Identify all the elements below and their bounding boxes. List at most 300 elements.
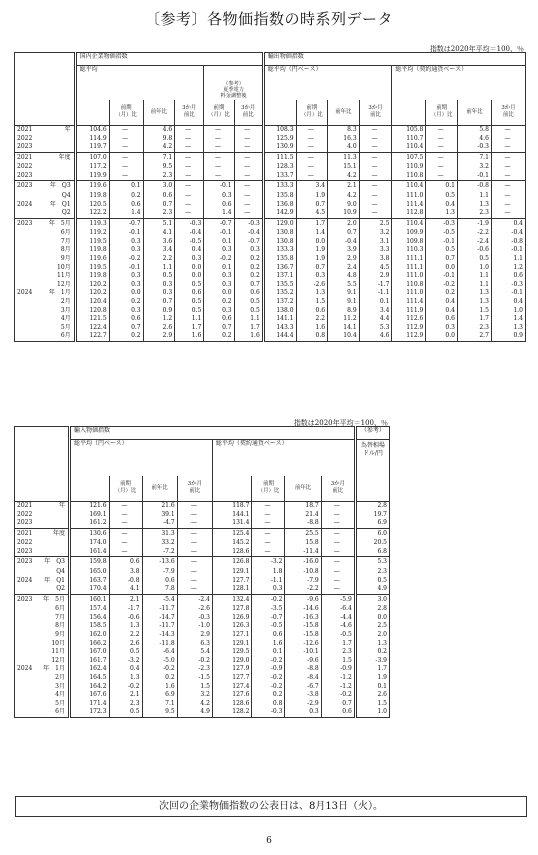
table-cell: — bbox=[252, 548, 285, 557]
table-cell: 1.7 bbox=[321, 640, 355, 649]
table-cell: 0.7 bbox=[296, 201, 328, 210]
table-cell: -1.7 bbox=[109, 605, 142, 614]
row-period bbox=[40, 539, 70, 548]
row-period: Q4 bbox=[61, 191, 71, 199]
table-cell: 0.5 bbox=[109, 708, 142, 717]
table-cell: -0.2 bbox=[252, 657, 285, 666]
table-cell: 2.9 bbox=[328, 255, 360, 264]
table-cell: — bbox=[359, 126, 392, 135]
table-cell: -2.4 bbox=[457, 238, 491, 247]
row-period bbox=[40, 511, 70, 520]
table-cell: — bbox=[359, 201, 392, 210]
table-cell: — bbox=[109, 126, 143, 135]
table-cell: 0.5 bbox=[355, 577, 389, 586]
table-cell: — bbox=[109, 143, 143, 152]
table-cell: 4.6 bbox=[143, 126, 175, 135]
table-cell: 0.2 bbox=[252, 691, 285, 700]
table-cell: -0.9 bbox=[321, 665, 355, 674]
table-row bbox=[15, 683, 390, 692]
table-cell: -6.4 bbox=[321, 605, 355, 614]
table-row bbox=[15, 332, 526, 341]
table-cell: 1.3 bbox=[426, 209, 458, 218]
table-cell: -0.1 bbox=[109, 264, 143, 273]
table-cell: 1.4 bbox=[109, 209, 143, 218]
table-cell: 0.0 bbox=[296, 238, 328, 247]
table-cell: 0.6 bbox=[321, 708, 355, 717]
row-year bbox=[15, 238, 43, 247]
table-cell: 1.3 bbox=[355, 640, 389, 649]
table-cell: -0.5 bbox=[175, 238, 204, 247]
row-period: 7月 bbox=[55, 613, 65, 621]
table-cell: — bbox=[296, 163, 328, 172]
table-cell: 111.1 bbox=[392, 255, 426, 264]
table-cell: -16.3 bbox=[285, 614, 321, 623]
table-cell: 1.9 bbox=[355, 674, 389, 683]
table-cell: — bbox=[359, 181, 392, 192]
table-cell: — bbox=[296, 135, 328, 144]
table-cell: -0.5 bbox=[426, 229, 458, 238]
table-cell: 137.2 bbox=[263, 298, 296, 307]
row-year bbox=[15, 614, 40, 623]
row-period: 3月 bbox=[55, 682, 65, 690]
table-cell: 0.3 bbox=[234, 246, 263, 255]
table-cell: — bbox=[204, 172, 234, 181]
row-period: 5月 bbox=[55, 699, 65, 707]
table-cell: 9.0 bbox=[328, 201, 360, 210]
row-period: 10月 bbox=[57, 263, 71, 271]
table-cell: 0.5 bbox=[234, 298, 263, 307]
table-cell: 107.0 bbox=[75, 152, 109, 163]
table-cell: — bbox=[175, 181, 204, 192]
table-cell: 0.5 bbox=[175, 307, 204, 316]
group-import-label: 輸入物価指数 bbox=[69, 427, 355, 440]
row-period: 8月 bbox=[60, 246, 71, 254]
table-cell: 0.5 bbox=[426, 246, 458, 255]
row-year: 2021 bbox=[17, 529, 33, 537]
table-cell: 156.4 bbox=[69, 614, 109, 623]
table-cell: 39.1 bbox=[142, 511, 177, 520]
table-cell: 18.7 bbox=[285, 502, 321, 511]
table-cell: -2.4 bbox=[177, 594, 212, 605]
table-cell: — bbox=[359, 172, 392, 181]
table-cell: — bbox=[321, 557, 355, 568]
table-cell: 111.5 bbox=[263, 152, 296, 163]
table-cell: 9.1 bbox=[328, 298, 360, 307]
table-cell: 171.4 bbox=[69, 700, 109, 709]
row-period: 12月 bbox=[51, 656, 65, 664]
table-cell: — bbox=[175, 209, 204, 218]
table-cell: 0.6 bbox=[426, 315, 458, 324]
row-period: 11月 bbox=[51, 648, 65, 656]
table-cell: -1.2 bbox=[321, 683, 355, 692]
table-cell: -10.1 bbox=[285, 648, 321, 657]
table-cell: — bbox=[234, 209, 263, 218]
table-cell: -5.0 bbox=[142, 657, 177, 666]
row-year: 2023 bbox=[17, 171, 33, 179]
row-year bbox=[15, 585, 40, 594]
table-cell: 128.6 bbox=[212, 548, 252, 557]
table-cell: 0.3 bbox=[109, 272, 143, 281]
table-cell: — bbox=[491, 209, 525, 218]
table-cell: 2.3 bbox=[457, 324, 491, 333]
table-cell: 129.5 bbox=[212, 648, 252, 657]
table-cell: 2.5 bbox=[355, 622, 389, 631]
row-period bbox=[40, 519, 70, 528]
table-cell: 2.4 bbox=[328, 264, 360, 273]
table-row bbox=[15, 172, 526, 181]
table-row bbox=[15, 548, 390, 557]
table-cell: 136.8 bbox=[263, 201, 296, 210]
table-cell: 129.0 bbox=[212, 657, 252, 666]
table-cell: 0.6 bbox=[143, 192, 175, 201]
row-period: 12月 bbox=[57, 280, 71, 288]
table-cell: 112.9 bbox=[392, 332, 426, 341]
table-cell: 135.2 bbox=[263, 289, 296, 298]
table-cell: 110.4 bbox=[392, 218, 426, 229]
row-year: 2024 bbox=[17, 576, 33, 584]
table-cell: 2.6 bbox=[143, 324, 175, 333]
table-cell: 2.0 bbox=[328, 218, 360, 229]
table-cell: 0.3 bbox=[204, 272, 234, 281]
table-cell: 0.3 bbox=[109, 246, 143, 255]
table-cell: 129.1 bbox=[212, 568, 252, 577]
table-cell: 9.5 bbox=[143, 163, 175, 172]
table-cell: 132.4 bbox=[212, 594, 252, 605]
table-row bbox=[15, 631, 390, 640]
table-cell: 109.9 bbox=[392, 229, 426, 238]
table-cell: — bbox=[109, 548, 142, 557]
table-cell: — bbox=[177, 548, 212, 557]
table-cell: 1.9 bbox=[296, 192, 328, 201]
table-cell: 119.8 bbox=[75, 246, 109, 255]
row-period: 年 5月 bbox=[48, 219, 71, 227]
col-mom-export: 前期 （月）比 bbox=[296, 100, 328, 126]
table-cell: 2.9 bbox=[143, 332, 175, 341]
table-cell: 0.8 bbox=[296, 332, 328, 341]
price-index-table-domestic-export bbox=[14, 52, 526, 342]
row-period: 9月 bbox=[55, 631, 65, 639]
row-year: 2023 bbox=[17, 558, 33, 566]
table-cell: -0.5 bbox=[252, 622, 285, 631]
table-cell: 0.3 bbox=[285, 708, 321, 717]
table-cell: 118.7 bbox=[212, 502, 252, 511]
table-cell: — bbox=[359, 143, 392, 152]
table-cell: 111.0 bbox=[392, 192, 426, 201]
row-period: 2月 bbox=[60, 298, 71, 305]
row-year: 2023 bbox=[17, 143, 33, 151]
col-3m-export: 3か月 前比 bbox=[359, 100, 392, 126]
table-cell: 112.8 bbox=[392, 209, 426, 218]
row-year bbox=[15, 272, 43, 281]
row-period: Q2 bbox=[56, 585, 65, 593]
table-cell: 0.3 bbox=[143, 289, 175, 298]
table-cell: 1.9 bbox=[296, 246, 328, 255]
row-year: 2023 bbox=[17, 519, 33, 527]
table-cell: -0.3 bbox=[175, 218, 204, 229]
table-cell: 19.7 bbox=[355, 511, 389, 520]
table-cell: 166.2 bbox=[69, 640, 109, 649]
row-year: 2021 bbox=[17, 153, 33, 161]
table-cell: — bbox=[491, 172, 525, 181]
table-cell: 1.4 bbox=[491, 315, 525, 324]
table-cell: 0.1 bbox=[109, 181, 143, 192]
row-year: 2022 bbox=[17, 539, 33, 547]
table-cell: 4.2 bbox=[328, 192, 360, 201]
table-cell: 130.8 bbox=[263, 238, 296, 247]
table-cell: -0.2 bbox=[109, 255, 143, 264]
row-period: 年 Q3 bbox=[49, 182, 71, 190]
table-cell: 126.9 bbox=[212, 614, 252, 623]
export-yen-label: 総平均（円ベース） bbox=[263, 66, 392, 100]
table-cell: 0.4 bbox=[491, 218, 525, 229]
row-year bbox=[15, 229, 43, 238]
table-cell: 0.6 bbox=[234, 289, 263, 298]
table-row bbox=[15, 674, 390, 683]
table-cell: 164.2 bbox=[69, 683, 109, 692]
table-cell: — bbox=[234, 163, 263, 172]
table-cell: -0.8 bbox=[457, 181, 491, 192]
table-cell: 0.7 bbox=[143, 298, 175, 307]
table-cell: 2.2 bbox=[296, 315, 328, 324]
table-cell: 119.7 bbox=[75, 143, 109, 152]
table-cell: 3.0 bbox=[143, 181, 175, 192]
row-year: 2023 bbox=[17, 595, 33, 603]
col-mom-import: 前期 （月）比 bbox=[109, 476, 142, 502]
unit-note-bottom: 指数は2020年平均＝100、％ bbox=[293, 419, 388, 427]
table-cell: 0.7 bbox=[143, 201, 175, 210]
table-cell: — bbox=[321, 577, 355, 586]
table-row bbox=[15, 163, 526, 172]
row-year: 2023 bbox=[17, 219, 33, 227]
table-cell: 0.7 bbox=[321, 700, 355, 709]
row-period: 年 5月 bbox=[43, 595, 65, 603]
table-cell: 0.2 bbox=[204, 332, 234, 341]
table-cell: 2.9 bbox=[177, 631, 212, 640]
table-cell: 1.3 bbox=[491, 324, 525, 333]
table-cell: 15.8 bbox=[285, 539, 321, 548]
table-cell: 0.6 bbox=[204, 315, 234, 324]
table-cell: 6.9 bbox=[355, 519, 389, 528]
table-cell: -0.2 bbox=[177, 657, 212, 666]
table-row bbox=[15, 648, 390, 657]
table-cell: 20.5 bbox=[355, 539, 389, 548]
table-cell: -0.8 bbox=[491, 238, 525, 247]
table-cell: -0.3 bbox=[457, 143, 491, 152]
table-cell: 119.6 bbox=[75, 255, 109, 264]
table-cell: -2.6 bbox=[296, 281, 328, 290]
row-year bbox=[15, 700, 40, 709]
table-cell: — bbox=[321, 511, 355, 520]
table-cell: 3.0 bbox=[355, 594, 389, 605]
table-cell: 120.2 bbox=[75, 289, 109, 298]
table-cell: 125.9 bbox=[263, 135, 296, 144]
table-cell: 0.3 bbox=[204, 246, 234, 255]
table-cell: 7.8 bbox=[142, 585, 177, 594]
table-cell: 1.1 bbox=[457, 281, 491, 290]
table-cell: 145.2 bbox=[212, 539, 252, 548]
table-cell: — bbox=[177, 519, 212, 528]
table-cell: — bbox=[252, 502, 285, 511]
table-cell: -0.6 bbox=[457, 246, 491, 255]
table-cell: — bbox=[321, 502, 355, 511]
table-cell: 126.8 bbox=[212, 557, 252, 568]
table-cell: -2.2 bbox=[457, 229, 491, 238]
table-cell: 6.3 bbox=[177, 640, 212, 649]
table-cell: — bbox=[177, 585, 212, 594]
table-cell: -0.4 bbox=[175, 229, 204, 238]
table-cell: — bbox=[296, 172, 328, 181]
table-cell: 122.7 bbox=[75, 332, 109, 341]
table-cell: 4.1 bbox=[109, 585, 142, 594]
table-cell: 163.7 bbox=[69, 577, 109, 586]
next-release-notice: 次回の企業物価指数の公表日は、8月13日（火）。 bbox=[15, 796, 527, 817]
row-period: 10月 bbox=[51, 639, 65, 647]
row-year bbox=[15, 192, 43, 201]
table-cell: 130.8 bbox=[263, 229, 296, 238]
table-cell: -0.7 bbox=[252, 614, 285, 623]
table-cell: 0.6 bbox=[109, 557, 142, 568]
table-row bbox=[15, 135, 526, 144]
table-cell: 1.5 bbox=[321, 657, 355, 666]
table-cell: 0.6 bbox=[252, 631, 285, 640]
row-period: 年 1月 bbox=[48, 289, 71, 297]
table-row bbox=[15, 594, 390, 605]
row-period: Q2 bbox=[61, 209, 71, 217]
table-cell: -0.2 bbox=[252, 674, 285, 683]
table-cell: 120.2 bbox=[75, 281, 109, 290]
table-cell: — bbox=[234, 143, 263, 152]
table-cell: 144.4 bbox=[263, 332, 296, 341]
table-cell: 127.7 bbox=[212, 577, 252, 586]
row-period bbox=[42, 172, 75, 181]
table-cell: 0.5 bbox=[175, 298, 204, 307]
table-cell: 0.2 bbox=[426, 289, 458, 298]
col-3m-elec: 3か月 前比 bbox=[234, 100, 263, 126]
table-cell: 0.7 bbox=[234, 281, 263, 290]
import-yen-label: 総平均（円ベース） bbox=[69, 440, 212, 476]
table-cell: — bbox=[321, 519, 355, 528]
table-cell: 126.3 bbox=[212, 622, 252, 631]
table-cell: -0.2 bbox=[321, 691, 355, 700]
row-year: 2022 bbox=[17, 510, 33, 518]
table-cell: 2.2 bbox=[143, 255, 175, 264]
table-cell: — bbox=[426, 143, 458, 152]
table-cell: 1.5 bbox=[457, 307, 491, 316]
table-row bbox=[15, 708, 390, 717]
table-cell: 0.0 bbox=[109, 289, 143, 298]
import-contract-label: 総平均（契約通貨ベース） bbox=[212, 440, 355, 476]
table-cell: — bbox=[175, 143, 204, 152]
table-cell: 0.8 bbox=[252, 700, 285, 709]
table-cell: — bbox=[426, 163, 458, 172]
table-cell: — bbox=[175, 126, 204, 135]
table-cell: 0.4 bbox=[491, 298, 525, 307]
table-cell: 0.5 bbox=[143, 272, 175, 281]
table-cell: 2.5 bbox=[359, 218, 392, 229]
table-cell: 128.3 bbox=[263, 163, 296, 172]
table-cell: 0.5 bbox=[234, 307, 263, 316]
table-cell: 1.1 bbox=[491, 255, 525, 264]
table-cell: -11.4 bbox=[285, 548, 321, 557]
table-cell: — bbox=[109, 172, 143, 181]
table-cell: — bbox=[321, 528, 355, 539]
table-cell: 3.2 bbox=[359, 229, 392, 238]
table-cell: 119.2 bbox=[75, 229, 109, 238]
row-year bbox=[15, 209, 43, 218]
table-cell: 111.1 bbox=[392, 264, 426, 273]
row-year bbox=[15, 640, 40, 649]
table-cell: 4.6 bbox=[457, 135, 491, 144]
table-cell: 111.0 bbox=[392, 272, 426, 281]
table-cell: 0.1 bbox=[252, 648, 285, 657]
table-cell: 1.0 bbox=[491, 307, 525, 316]
table-cell: — bbox=[204, 152, 234, 163]
table-cell: 0.9 bbox=[491, 332, 525, 341]
table-cell: 127.7 bbox=[212, 674, 252, 683]
table-cell: — bbox=[177, 577, 212, 586]
col-3m-contract: 3か月 前比 bbox=[491, 100, 525, 126]
table-cell: 0.2 bbox=[234, 272, 263, 281]
table-cell: -0.7 bbox=[234, 238, 263, 247]
row-period: 8月 bbox=[55, 622, 65, 630]
table-cell: 2.9 bbox=[359, 272, 392, 281]
table-cell: 114.9 bbox=[75, 135, 109, 144]
table-cell: 5.1 bbox=[143, 218, 175, 229]
table-cell: — bbox=[204, 126, 234, 135]
table-row bbox=[15, 201, 526, 210]
table-cell: 0.5 bbox=[457, 255, 491, 264]
table-row bbox=[15, 614, 390, 623]
table-cell: 141.1 bbox=[263, 315, 296, 324]
table-cell: -2.2 bbox=[285, 585, 321, 594]
table-row bbox=[15, 143, 526, 152]
table-cell: 137.1 bbox=[263, 272, 296, 281]
table-cell: -1.1 bbox=[252, 577, 285, 586]
table-cell: — bbox=[491, 192, 525, 201]
table-cell: 0.2 bbox=[204, 298, 234, 307]
row-period bbox=[42, 143, 75, 152]
table-cell: 3.2 bbox=[177, 691, 212, 700]
table-row bbox=[15, 528, 390, 539]
table-row bbox=[15, 324, 526, 333]
table-cell: 11.3 bbox=[328, 152, 360, 163]
table-cell: 4.6 bbox=[359, 332, 392, 341]
table-cell: — bbox=[252, 528, 285, 539]
table-row bbox=[15, 657, 390, 666]
table-cell: 14.1 bbox=[328, 324, 360, 333]
table-cell: — bbox=[426, 172, 458, 181]
table-cell: -1.1 bbox=[359, 289, 392, 298]
row-period: 6月 bbox=[60, 332, 71, 340]
row-year: 2024 bbox=[17, 289, 33, 297]
row-year: 2024 bbox=[17, 200, 33, 208]
table-cell: 10.4 bbox=[328, 332, 360, 341]
table-cell: 110.4 bbox=[392, 143, 426, 152]
row-period: Q4 bbox=[56, 567, 65, 575]
table-cell: 110.8 bbox=[392, 172, 426, 181]
table-cell: — bbox=[234, 135, 263, 144]
table-cell: — bbox=[234, 201, 263, 210]
table-cell: — bbox=[359, 135, 392, 144]
table-row bbox=[15, 519, 390, 528]
table-cell: 1.1 bbox=[175, 315, 204, 324]
row-period: 6月 bbox=[55, 708, 65, 716]
table-cell: 1.7 bbox=[355, 665, 389, 674]
table-cell: 1.7 bbox=[234, 324, 263, 333]
table-row bbox=[15, 511, 390, 520]
table-cell: -2.3 bbox=[177, 665, 212, 674]
table-cell: — bbox=[109, 528, 142, 539]
